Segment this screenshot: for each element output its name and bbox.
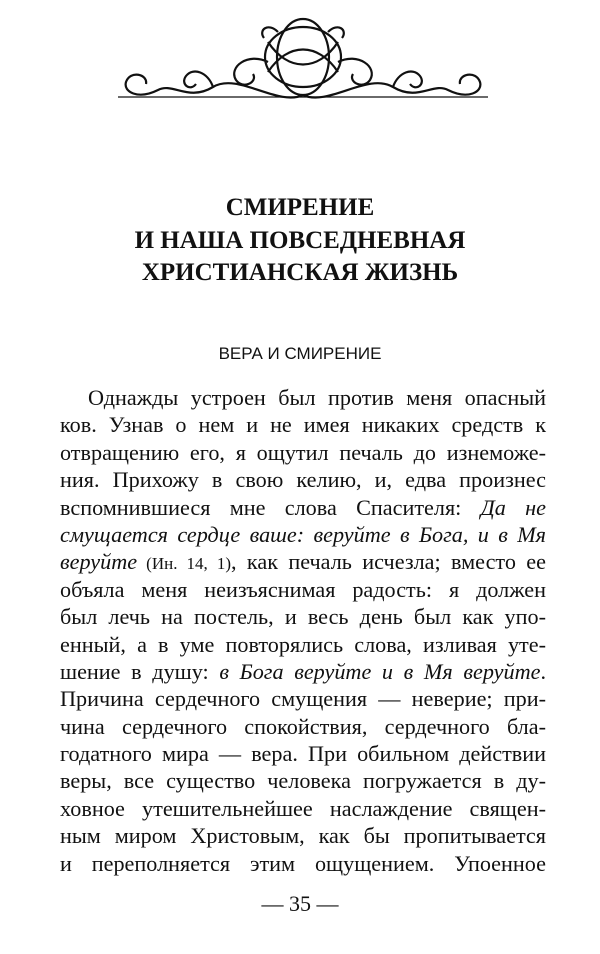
text-line: ния. Прихожу в свою келию, и, едва произнес	[60, 467, 546, 493]
text-line: ховное утешительнейшее наслаждение священ-	[60, 795, 546, 821]
chapter-title-line: И НАША ПОВСЕДНЕВНАЯ	[134, 226, 466, 254]
text-line	[60, 658, 546, 685]
chapter-title	[0, 192, 600, 290]
text-segment: .	[540, 658, 546, 684]
text-line: Однажды устроен был против меня опасный	[88, 385, 546, 410]
text-line: ным миром Христовым, как бы пропитывается	[60, 823, 546, 849]
text-line: отвращению его, я ощутил печаль до изнеможе-	[60, 439, 546, 465]
body-text	[60, 384, 546, 877]
section-title: ВЕРА И СМИРЕНИЕ	[218, 344, 382, 363]
scripture-reference: (Ин. 14, 1)	[137, 554, 231, 574]
text-line: веры, все существо человека погружается в ду-	[60, 768, 546, 794]
text-line: и переполняется этим ощущением. Упоенное	[60, 850, 546, 876]
quote-line: смущается сердце ваше: веруйте в Бога, и в Мя	[60, 521, 546, 547]
text-segment: , как печаль исчезла; вместо ее	[231, 549, 546, 575]
text-line: годатного мира — вера. При обильном действии	[60, 741, 546, 767]
quote-segment: Да не	[480, 494, 546, 520]
text-segment: шение в душу:	[60, 658, 220, 684]
text-line	[60, 548, 546, 575]
chapter-title-line: СМИРЕНИЕ	[225, 194, 375, 221]
decorative-ornament	[118, 12, 488, 112]
quote-segment: веруйте	[60, 549, 138, 575]
text-line: чина сердечного спокойствия, сердечного бла-	[60, 713, 546, 739]
text-line: ков. Узнав о нем и не имея никаких средств к	[60, 412, 546, 438]
text-segment: вспомнившиеся мне слова Спасителя:	[60, 494, 481, 520]
text-line: Причина сердечного смущения — неверие; при-	[60, 686, 546, 712]
quote-segment: в Бога веруйте и в Мя веруйте	[219, 658, 541, 684]
text-line: был лечь на постель, и весь день был как упо-	[60, 604, 546, 630]
page-number: — 35 —	[261, 891, 339, 916]
text-line: объяла меня неизъяснимая радость: я должен	[60, 576, 546, 602]
text-line: енный, а в уме повторялись слова, изливая уте-	[60, 631, 546, 657]
text-line	[60, 494, 546, 521]
chapter-title-line: ХРИСТИАНСКАЯ ЖИЗНЬ	[141, 259, 459, 286]
